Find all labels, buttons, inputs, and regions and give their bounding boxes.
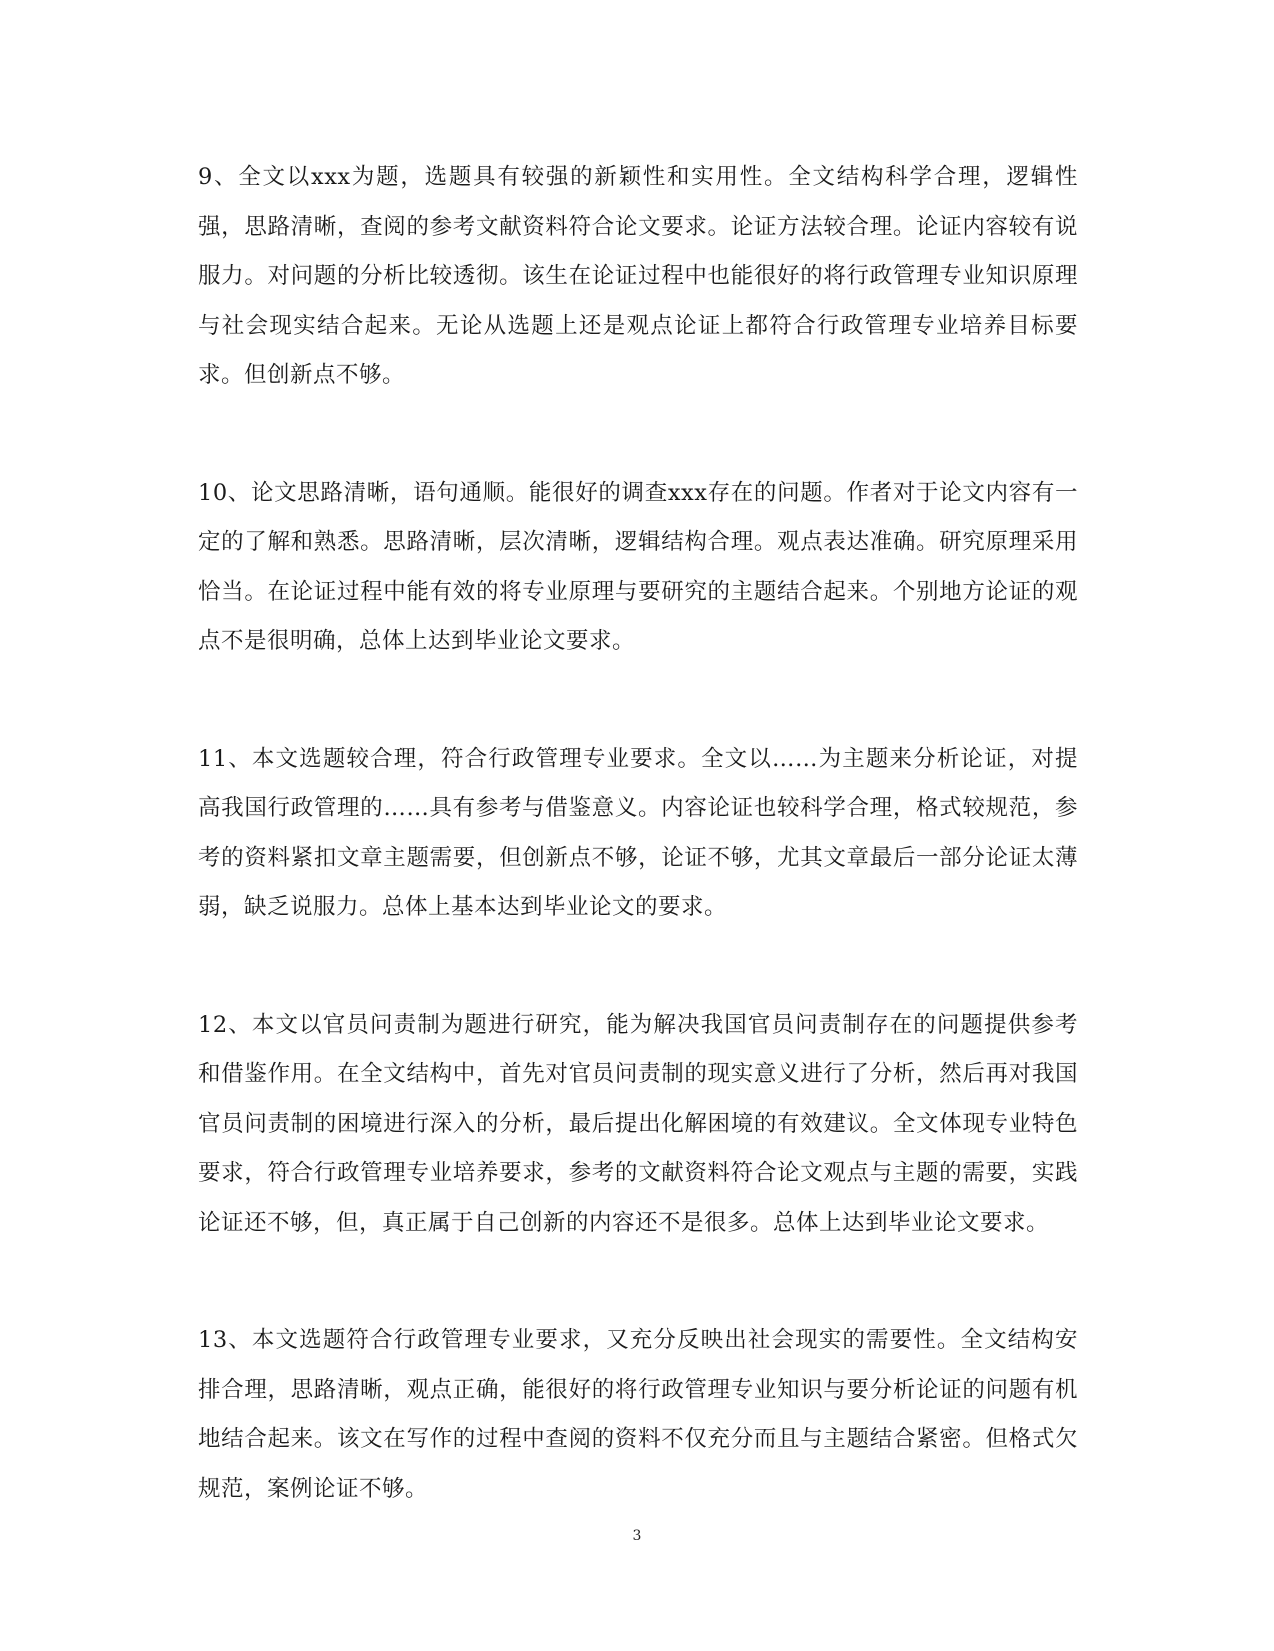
comment-paragraph-11: 11、本文选题较合理，符合行政管理专业要求。全文以……为主题来分析论证，对提高我国行政管理的……具有参考与借鉴意义。内容论证也较科学合理，格式较规范，参考的资料紧扣文章主题需要，但创新点不够，论证不够，尤其文章最后一部分论证太薄弱，缺乏说服力。总体上基本达到毕业论文的要求。: [198, 745, 1078, 920]
comment-paragraph-10: 10、论文思路清晰，语句通顺。能很好的调查xxx存在的问题。作者对于论文内容有一定的了解和熟悉。思路清晰，层次清晰，逻辑结构合理。观点表达准确。研究原理采用恰当。在论证过程中能有效的将专业原理与要研究的主题结合起来。个别地方论证的观点不是很明确，总体上达到毕业论文要求。: [198, 479, 1078, 654]
comment-paragraph-12: 12、本文以官员问责制为题进行研究，能为解决我国官员问责制存在的问题提供参考和借鉴作用。在全文结构中，首先对官员问责制的现实意义进行了分析，然后再对我国官员问责制的困境进行深入的分析，最后提出化解困境的有效建议。全文体现专业特色要求，符合行政管理专业培养要求，参考的文献资料符合论文观点与主题的需要，实践论证还不够，但，真正属于自己创新的内容还不是很多。总体上达到毕业论文要求。: [198, 1011, 1078, 1236]
comment-paragraph-13: 13、本文选题符合行政管理专业要求，又充分反映出社会现实的需要性。全文结构安排合理，思路清晰，观点正确，能很好的将行政管理专业知识与要分析论证的问题有机地结合起来。该文在写作的过程中查阅的资料不仅充分而且与主题结合紧密。但格式欠规范，案例论证不够。: [198, 1327, 1078, 1502]
page-number: 3: [632, 1528, 642, 1544]
document-body: [198, 153, 1078, 1582]
comment-paragraph-9: 9、全文以xxx为题，选题具有较强的新颖性和实用性。全文结构科学合理，逻辑性强，思路清晰，查阅的参考文献资料符合论文要求。论证方法较合理。论证内容较有说服力。对问题的分析比较透彻。该生在论证过程中也能很好的将行政管理专业知识原理与社会现实结合起来。无论从选题上还是观点论证上都符合行政管理专业培养目标要求。但创新点不够。: [198, 164, 1078, 388]
